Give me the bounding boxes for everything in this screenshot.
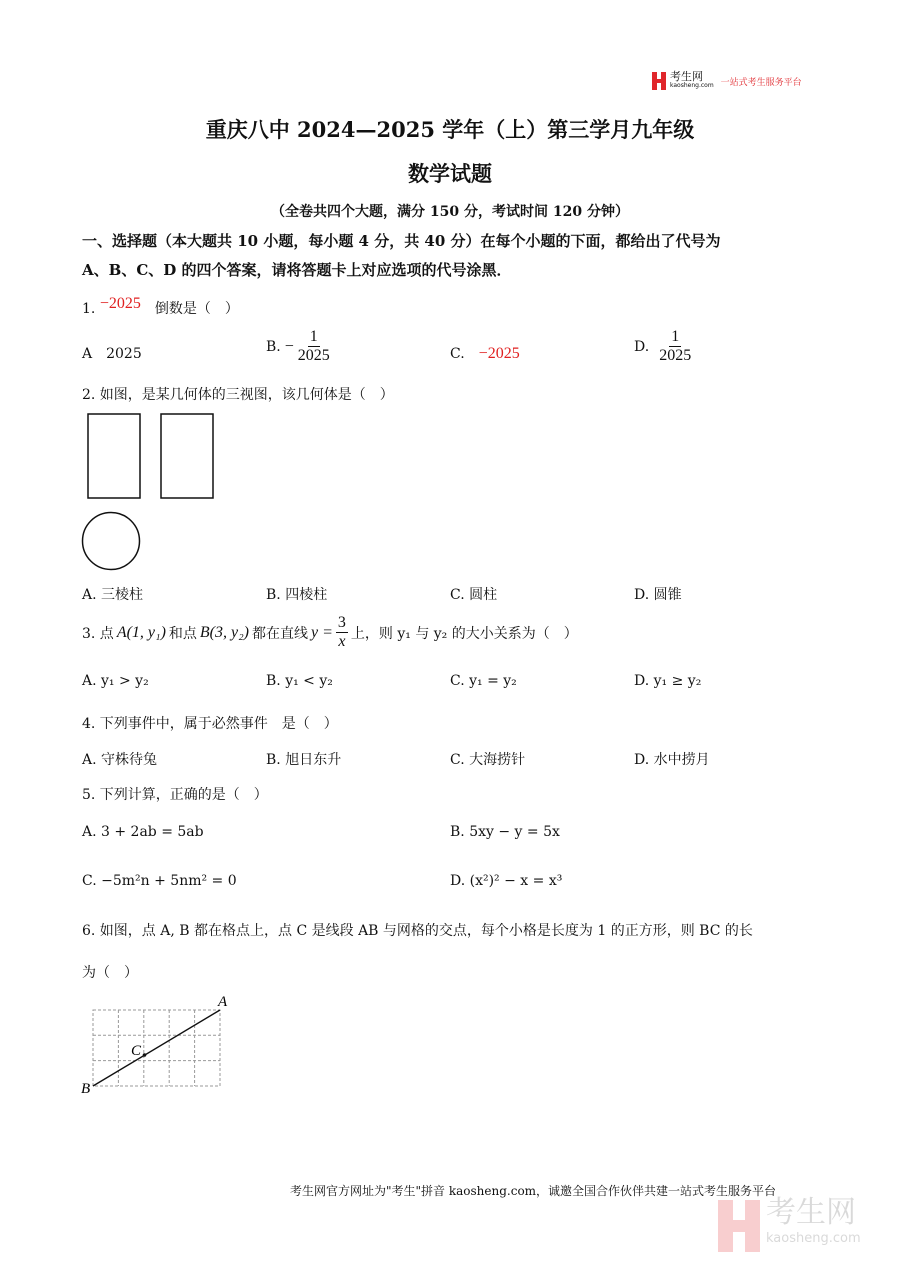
side-view-rect [161,414,213,498]
q1-option-a[interactable]: A 2025 [82,346,142,362]
q2-option-b[interactable]: B. 四棱柱 [266,587,328,603]
question-6-cont: 为（ ） [82,965,138,981]
q4-option-b[interactable]: B. 旭日东升 [266,752,342,768]
question-2: 2. 如图，是某几何体的三视图，该几何体是（ ） [82,387,394,403]
kaosheng-logo [652,72,802,90]
question-3: 3. 点 A(1, y₁) 和点 B(3, y₂) 都在直线 y = $\frac{3}{x}$ 上，则 y₁ 与 y₂ 的大小关系为（ ） [82,614,578,650]
q5-option-a[interactable]: A. 3 + 2ab = 5ab [82,824,204,840]
watermark-logo: 考生网 kaosheng.com [718,1200,861,1252]
q4-option-a[interactable]: A. 守株待兔 [82,752,158,768]
q5-option-b[interactable]: B. 5xy − y = 5x [450,824,560,840]
top-view-circle [83,513,140,570]
point-c [143,1053,147,1057]
question-5: 5. 下列计算，正确的是（ ） [82,787,268,803]
question-1: 1. −2025 倒数是（ ） [82,295,239,317]
q4-option-d[interactable]: D. 水中捞月 [634,752,710,768]
q1-option-c[interactable]: C. −2025 [450,345,520,362]
logo-slogan: 一站式考生服务平台 [720,77,802,88]
segment-ab [93,1010,220,1086]
q3-option-c[interactable]: C. y₁ = y₂ [450,673,517,689]
section-heading-cont: A、B、C、D 的四个答案，请将答题卡上对应选项的代号涂黑． [82,261,512,279]
q1-option-b[interactable]: B. − $\frac{1}{2025}$ [266,328,330,364]
front-view-rect [88,414,140,498]
question-4: 4. 下列事件中，属于必然事件 是（ ） [82,716,338,732]
q2-option-c[interactable]: C. 圆柱 [450,587,498,603]
logo-icon [652,72,666,90]
logo-domain: kaosheng.com [670,82,714,89]
q2-option-a[interactable]: A. 三棱柱 [82,587,144,603]
q1-option-d[interactable]: D. $\frac{1}{2025}$ [634,328,692,364]
logo-name: 考生网 [670,70,703,83]
footer-text: 考生网官方网址为"考生"拼音 kaosheng.com，诚邀全国合作伙伴共建一站式考生服务平台 [290,1184,777,1198]
q5-option-d[interactable]: D. (x²)² − x = x³ [450,873,563,889]
q1-value: −2025 [99,295,141,312]
q3-option-d[interactable]: D. y₁ ≥ y₂ [634,673,702,689]
exam-subtitle: 数学试题 [408,161,492,186]
section-heading: 一、选择题（本大题共 10 小题，每小题 4 分，共 40 分）在每个小题的下面，都给出了代号为 [82,232,721,250]
watermark-icon [718,1200,760,1252]
grid-figure [75,990,245,1100]
exam-title: 重庆八中 2024—2025 学年（上）第三学月九年级 [205,117,695,142]
q5-option-c[interactable]: C. −5m²n + 5nm² = 0 [82,873,237,889]
label-c: C [131,1043,142,1059]
q4-option-c[interactable]: C. 大海捞针 [450,752,526,768]
exam-note: （全卷共四个大题，满分 150 分，考试时间 120 分钟） [271,204,629,220]
question-6: 6. 如图，点 A, B 都在格点上，点 C 是线段 AB 与网格的交点，每个小格是长度为 1 的正方形，则 BC 的长 [82,923,753,939]
label-b: B [81,1081,91,1097]
q3-option-b[interactable]: B. y₁ < y₂ [266,673,333,689]
q3-option-a[interactable]: A. y₁ > y₂ [82,673,149,689]
three-view-figure [78,408,223,573]
label-a: A [218,994,228,1010]
q2-option-d[interactable]: D. 圆锥 [634,587,682,603]
